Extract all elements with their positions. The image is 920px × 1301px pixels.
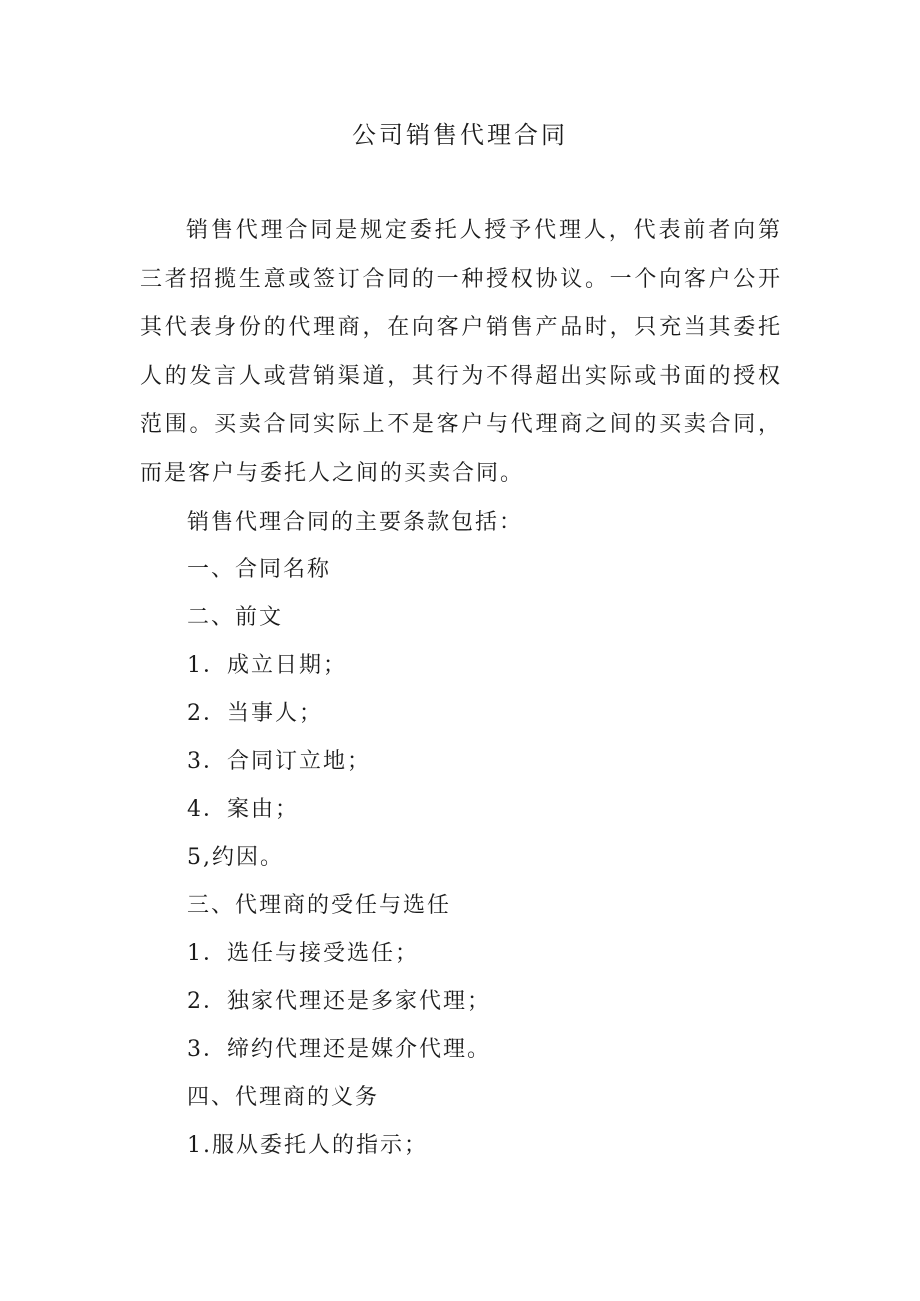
section-preamble: 二、前文: [187, 605, 284, 630]
list-item: 5,约因。: [187, 845, 284, 870]
list-item: 4．案由；: [187, 797, 299, 822]
list-item: 3．缔约代理还是媒介代理。: [187, 1037, 491, 1062]
document-title: 公司销售代理合同: [352, 121, 568, 149]
section-agent-appointment: 三、代理商的受任与选任: [187, 893, 452, 918]
list-item: 1．选任与接受选任；: [187, 941, 419, 966]
list-item: 2．当事人；: [187, 701, 323, 726]
list-item: 3．合同订立地；: [187, 749, 371, 774]
list-item: 1．成立日期；: [187, 653, 347, 678]
clauses-heading: 销售代理合同的主要条款包括：: [187, 510, 524, 535]
list-item: 1.服从委托人的指示；: [187, 1133, 428, 1158]
intro-paragraph: 销售代理合同是规定委托人授予代理人，代表前者向第三者招揽生意或签订合同的一种授权协议。一个向客户公开其代表身份的代理商，在向客户销售产品时，只充当其委托人的发言人或营销渠道，其行为不得超出实际或书面的授权范围。买卖合同实际上不是客户与代理商之间的买卖合同，而是客户与委托人之间的买卖合同。: [140, 218, 782, 486]
section-agent-obligations: 四、代理商的义务: [187, 1085, 380, 1110]
section-contract-name: 一、合同名称: [187, 557, 332, 582]
list-item: 2．独家代理还是多家代理；: [187, 989, 491, 1014]
